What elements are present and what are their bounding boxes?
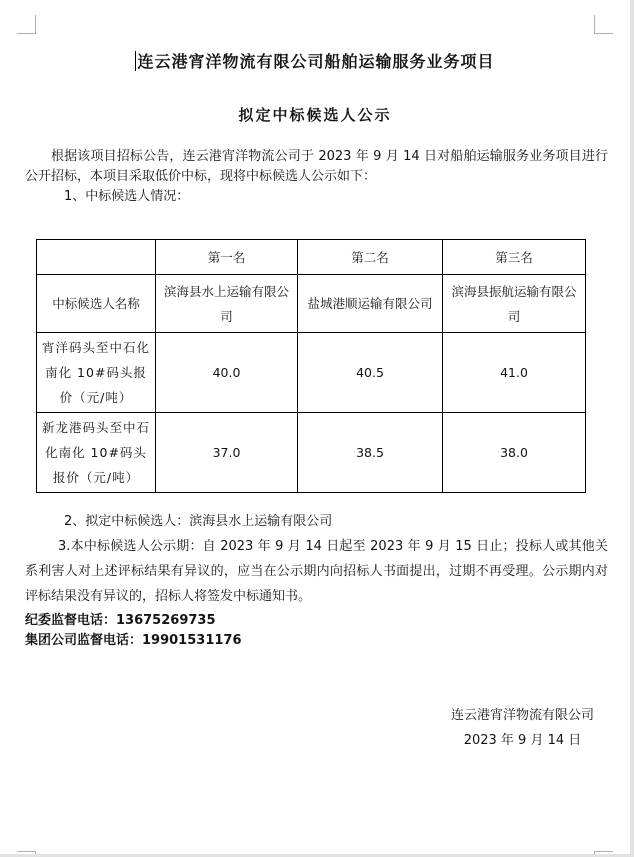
document-title xyxy=(0,0,630,74)
route-1-price-candidate-3: 41.0 xyxy=(443,333,586,413)
signature-date: 2023 年 9 月 14 日 xyxy=(463,733,582,748)
table-row-price-xinlonggang-wharf xyxy=(37,413,586,493)
candidate-1-name: 滨海县水上运输有限公司 xyxy=(156,275,298,333)
document-title-text: 连云港宵洋物流有限公司船舶运输服务业务项目 xyxy=(137,52,495,71)
route-1-price-candidate-1: 40.0 xyxy=(156,333,298,413)
header-cell-second-place: 第二名 xyxy=(298,240,443,275)
intro-paragraph: 根据该项目招标公告，连云港宵洋物流公司于 2023 年 9 月 14 日对船舶运输服务业务项目进行公开招标，本项目采取低价中标，现将中标候选人公示如下： xyxy=(25,149,608,184)
row-label-candidate-name: 中标候选人名称 xyxy=(37,275,156,333)
header-cell-empty xyxy=(37,240,156,275)
bid-candidates-table xyxy=(36,239,586,493)
row-label-route-1: 宵洋码头至中石化南化 10#码头报价（元/吨） xyxy=(37,333,156,413)
list-item-3: 3.本中标候选人公示期：自 2023 年 9 月 14 日起至 2023 年 9 月 15 日止；投标人或其他关系利害人对上述评标结果有异议的，应当在公示期内向招标人书面提出，过期不再受理。公示期内对评标结果没有异议的，招标人将签发中标通知书。 xyxy=(25,539,608,604)
text-boundary-mark-top-right xyxy=(594,15,613,34)
list-item-1: 1、中标候选人情况： xyxy=(64,189,190,204)
signature-block xyxy=(451,703,594,753)
candidate-2-name: 盐城港顺运输有限公司 xyxy=(298,275,443,333)
table-header-row xyxy=(37,240,586,275)
table-row-candidate-names xyxy=(37,275,586,333)
discipline-supervision-phone: 纪委监督电话：13675269735 xyxy=(25,613,216,628)
header-cell-first-place: 第一名 xyxy=(156,240,298,275)
document-subtitle: 拟定中标候选人公示 xyxy=(238,106,392,124)
text-boundary-mark-top-left xyxy=(17,15,36,34)
route-2-price-candidate-3: 38.0 xyxy=(443,413,586,493)
text-boundary-mark-bottom-left xyxy=(17,851,36,854)
list-item-2: 2、拟定中标候选人：滨海县水上运输有限公司 xyxy=(64,514,333,529)
text-boundary-mark-bottom-right xyxy=(594,851,613,854)
row-label-route-2: 新龙港码头至中石化南化 10#码头报价（元/吨） xyxy=(37,413,156,493)
candidate-3-name: 滨海县振航运输有限公司 xyxy=(443,275,586,333)
route-2-price-candidate-1: 37.0 xyxy=(156,413,298,493)
group-supervision-phone: 集团公司监督电话：19901531176 xyxy=(25,633,242,648)
route-1-price-candidate-2: 40.5 xyxy=(298,333,443,413)
route-2-price-candidate-2: 38.5 xyxy=(298,413,443,493)
header-cell-third-place: 第三名 xyxy=(443,240,586,275)
signature-company: 连云港宵洋物流有限公司 xyxy=(450,708,594,723)
table-row-price-xiaoyang-wharf xyxy=(37,333,586,413)
